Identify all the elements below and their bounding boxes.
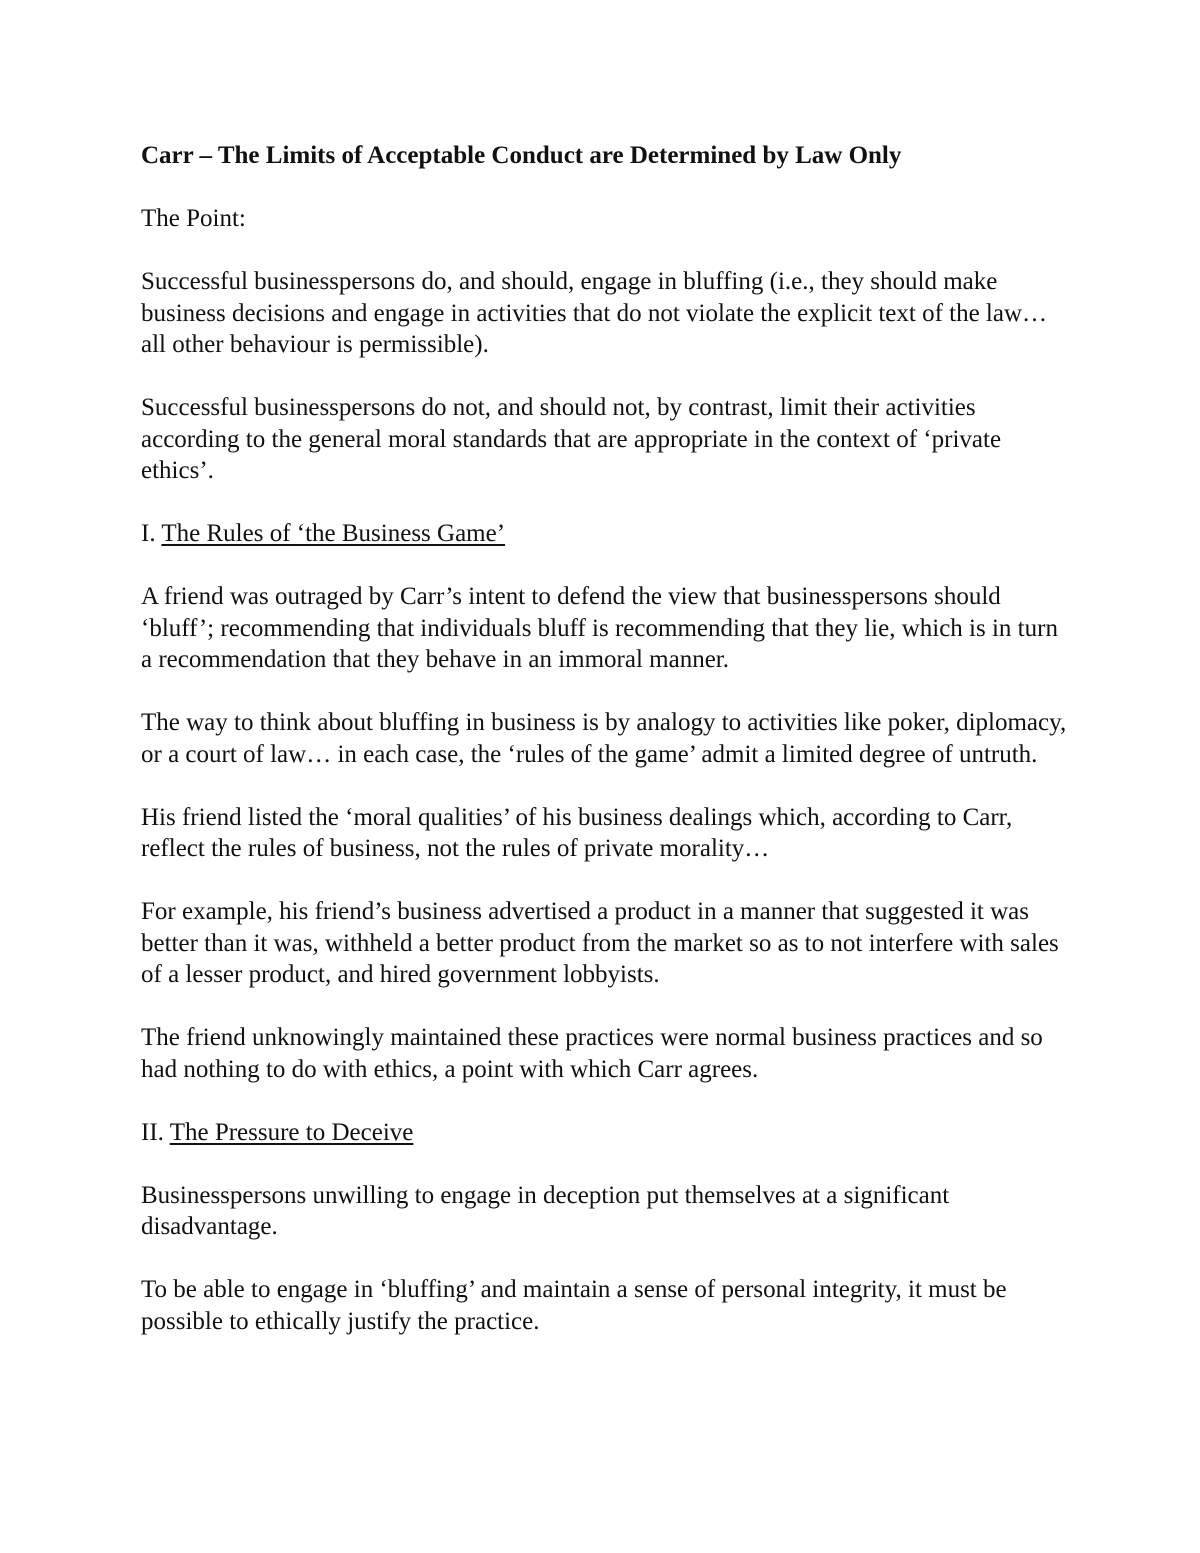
section1-paragraph-2: The way to think about bluffing in business is by analogy to activities like poker, diplomacy, or a court of law… in each case, the ‘rules of the game’ admit a limited degree of untruth.	[141, 709, 1067, 768]
section-title-1: The Rules of ‘the Business Game’	[161, 520, 506, 547]
section1-paragraph-3: His friend listed the ‘moral qualities’ of his business dealings which, according to Carr, reflect the rules of business, not the rules of private morality…	[141, 803, 1013, 862]
intro-paragraph-1: Successful businesspersons do, and should, engage in bluffing (i.e., they should make business decisions and engage in activities that do not violate the explicit text of the law… all other behaviour is permissible).	[141, 268, 1048, 358]
section1-paragraph-1: A friend was outraged by Carr’s intent to defend the view that businesspersons should ‘bluff’; recommending that individuals bluff is recommending that they lie, which is in turn a recommendation that they behave in an immoral manner.	[141, 583, 1058, 673]
document-body	[141, 140, 1071, 1369]
section-number-1: I.	[141, 520, 162, 547]
section-number-2: II.	[141, 1118, 170, 1146]
section2-paragraph-2: To be able to engage in ‘bluffing’ and maintain a sense of personal integrity, it must be possible to ethically justify the practice.	[141, 1276, 1007, 1335]
intro-paragraph-2: Successful businesspersons do not, and should not, by contrast, limit their activities according to the general moral standards that are appropriate in the context of ‘private ethics’.	[141, 394, 1002, 484]
section2-paragraph-1: Businesspersons unwilling to engage in deception put themselves at a significant disadvantage.	[141, 1181, 950, 1240]
document-title: Carr – The Limits of Acceptable Conduct are Determined by Law Only	[141, 142, 902, 169]
section1-paragraph-5: The friend unknowingly maintained these practices were normal business practices and so had nothing to do with ethics, a point with which Carr agrees.	[141, 1024, 1043, 1083]
section-title-2: The Pressure to Deceive	[169, 1118, 414, 1146]
section-heading-2	[141, 1117, 1071, 1149]
point-heading: The Point:	[141, 205, 246, 232]
section1-paragraph-4: For example, his friend’s business advertised a product in a manner that suggested it was better than it was, withheld a better product from the market so as to not interfere with sales of a lesser product, and hired government lobbyists.	[141, 898, 1059, 988]
section-heading-1	[141, 518, 1071, 550]
